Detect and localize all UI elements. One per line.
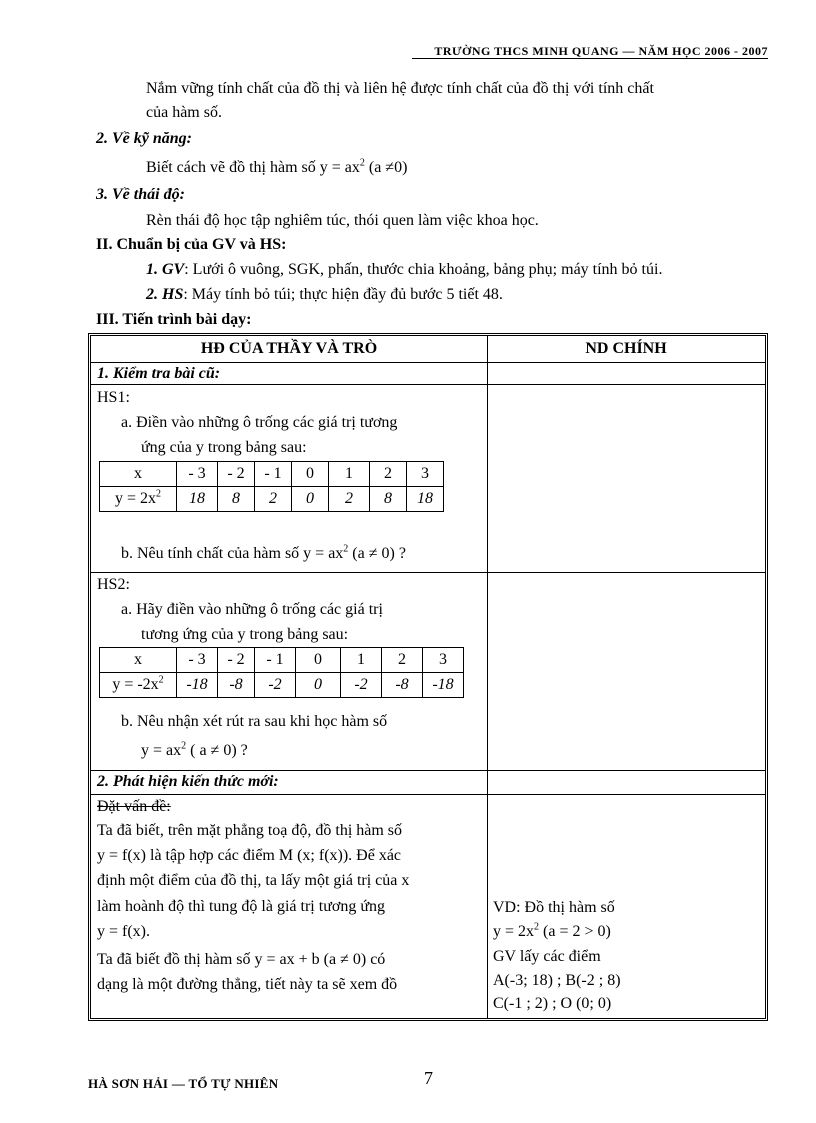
example-heading: VD: Đồ thị hàm số [493, 899, 615, 916]
x-cell: 2 [382, 648, 423, 673]
hs1-b: b. Nêu tính chất của hàm số $y = ax^2$ (a ≠ 0) ? [121, 543, 406, 562]
header-rule [412, 58, 768, 59]
objective-line-2: của hàm số. [146, 104, 222, 121]
y-label: $y = -2x^2$ [100, 673, 177, 698]
example-points-2: C(-1 ; 2) ; O (0; 0) [493, 995, 612, 1012]
x-cell: 3 [423, 648, 464, 673]
y-cell: -18 [423, 673, 464, 698]
y-cell: 8 [370, 487, 407, 512]
paragraph-line: Ta đã biết đồ thị hàm số y = ax + b (a ≠ 0) có [97, 951, 386, 968]
hs1-a-line1: a. Điền vào những ô trống các giá trị tương [121, 414, 398, 431]
objective-line-1: Nắm vững tính chất của đồ thị và liên hệ được tính chất của đồ thị với tính chất [146, 80, 654, 97]
hs1-a-line2: ứng của y trong bảng sau: [141, 439, 307, 456]
x-cell: 0 [296, 648, 341, 673]
x-cell: - 2 [218, 648, 255, 673]
attitude-text: Rèn thái độ học tập nghiêm túc, thói quen làm việc khoa học. [146, 212, 539, 229]
y-cell: -8 [218, 673, 255, 698]
x-label: x [100, 648, 177, 673]
footer-author: HÀ SƠN HẢI — TỔ TỰ NHIÊN [88, 1076, 279, 1091]
col2-header: ND CHÍNH [585, 340, 667, 357]
hs2-b-line1: b. Nêu nhận xét rút ra sau khi học hàm số [121, 713, 388, 730]
paragraph-line: dạng là một đường thẳng, tiết này ta sẽ xem đồ [97, 976, 398, 993]
hs2-a-line2: tương ứng của y trong bảng sau: [141, 626, 349, 643]
y-row [100, 673, 464, 698]
hs2-values-table [99, 647, 464, 698]
skills-heading: 2. Về kỹ năng: [96, 130, 192, 147]
process-heading: III. Tiến trình bài dạy: [96, 311, 252, 328]
example-gv: GV lấy các điểm [493, 948, 601, 965]
y-cell: 2 [255, 487, 292, 512]
x-cell: 2 [370, 462, 407, 487]
x-cell: - 1 [255, 648, 296, 673]
y-cell: 0 [296, 673, 341, 698]
problem-statement-label: Đặt vấn đề: [97, 798, 171, 815]
prep-heading: II. Chuẩn bị của GV và HS: [96, 236, 287, 253]
hs2-a-line1: a. Hãy điền vào những ô trống các giá trị [121, 601, 383, 618]
gv-prep: 1. GV: Lưới ô vuông, SGK, phấn, thước chia khoảng, bảng phụ; máy tính bỏ túi. [146, 261, 663, 278]
x-cell: - 3 [177, 648, 218, 673]
hs-prep: 2. HS: Máy tính bỏ túi; thực hiện đầy đủ bước 5 tiết 48. [146, 286, 503, 303]
x-cell: 1 [329, 462, 370, 487]
paragraph-line: định một điểm của đồ thị, ta lấy một giá trị của x [97, 872, 410, 889]
paragraph-line: Ta đã biết, trên mặt phẳng toạ độ, đồ thị hàm số [97, 822, 403, 839]
page-number: 7 [424, 1068, 433, 1088]
paragraph-line: làm hoành độ thì tung độ là giá trị tương ứng [97, 898, 385, 915]
x-label: x [100, 462, 177, 487]
y-cell: -2 [255, 673, 296, 698]
example-points-1: A(-3; 18) ; B(-2 ; 8) [493, 972, 621, 989]
hs1-label: HS1: [97, 389, 130, 406]
col1-header: HĐ CỦA THẦY VÀ TRÒ [200, 340, 378, 357]
x-row [100, 462, 444, 487]
x-cell: 3 [407, 462, 444, 487]
y-cell: 18 [177, 487, 218, 512]
column-divider [487, 336, 488, 1018]
y-cell: 18 [407, 487, 444, 512]
y-row [100, 487, 444, 512]
section-new-knowledge: 2. Phát hiện kiến thức mới: [97, 773, 279, 790]
x-cell: - 3 [177, 462, 218, 487]
paragraph-line: y = f(x). [97, 923, 151, 940]
lesson-table [88, 333, 768, 1021]
attitude-heading: 3. Về thái độ: [96, 186, 185, 203]
x-cell: - 2 [218, 462, 255, 487]
x-cell: - 1 [255, 462, 292, 487]
y-cell: 8 [218, 487, 255, 512]
hs1-values-table [99, 461, 444, 512]
y-cell: -2 [341, 673, 382, 698]
example-function: $y = 2x^2$ (a = 2 > 0) [493, 921, 611, 940]
hs2-label: HS2: [97, 576, 130, 593]
y-cell: 0 [292, 487, 329, 512]
y-cell: 2 [329, 487, 370, 512]
y-cell: -8 [382, 673, 423, 698]
y-cell: -18 [177, 673, 218, 698]
x-cell: 0 [292, 462, 329, 487]
x-row [100, 648, 464, 673]
paragraph-line: y = f(x) là tập hợp các điểm M (x; f(x)). Để xác [97, 847, 402, 864]
skills-text: Biết cách vẽ đồ thị hàm số $y = ax^2$ (a ≠0) [146, 157, 408, 176]
page-header: TRƯỜNG THCS MINH QUANG — NĂM HỌC 2006 - 2007 [434, 44, 768, 58]
hs2-b-line2: $y = ax^2$ ( a ≠ 0) ? [141, 740, 248, 759]
y-label: $y = 2x^2$ [100, 487, 177, 512]
x-cell: 1 [341, 648, 382, 673]
section-review: 1. Kiểm tra bài cũ: [97, 365, 221, 382]
row-rule [91, 572, 765, 573]
row-rule [91, 794, 765, 795]
